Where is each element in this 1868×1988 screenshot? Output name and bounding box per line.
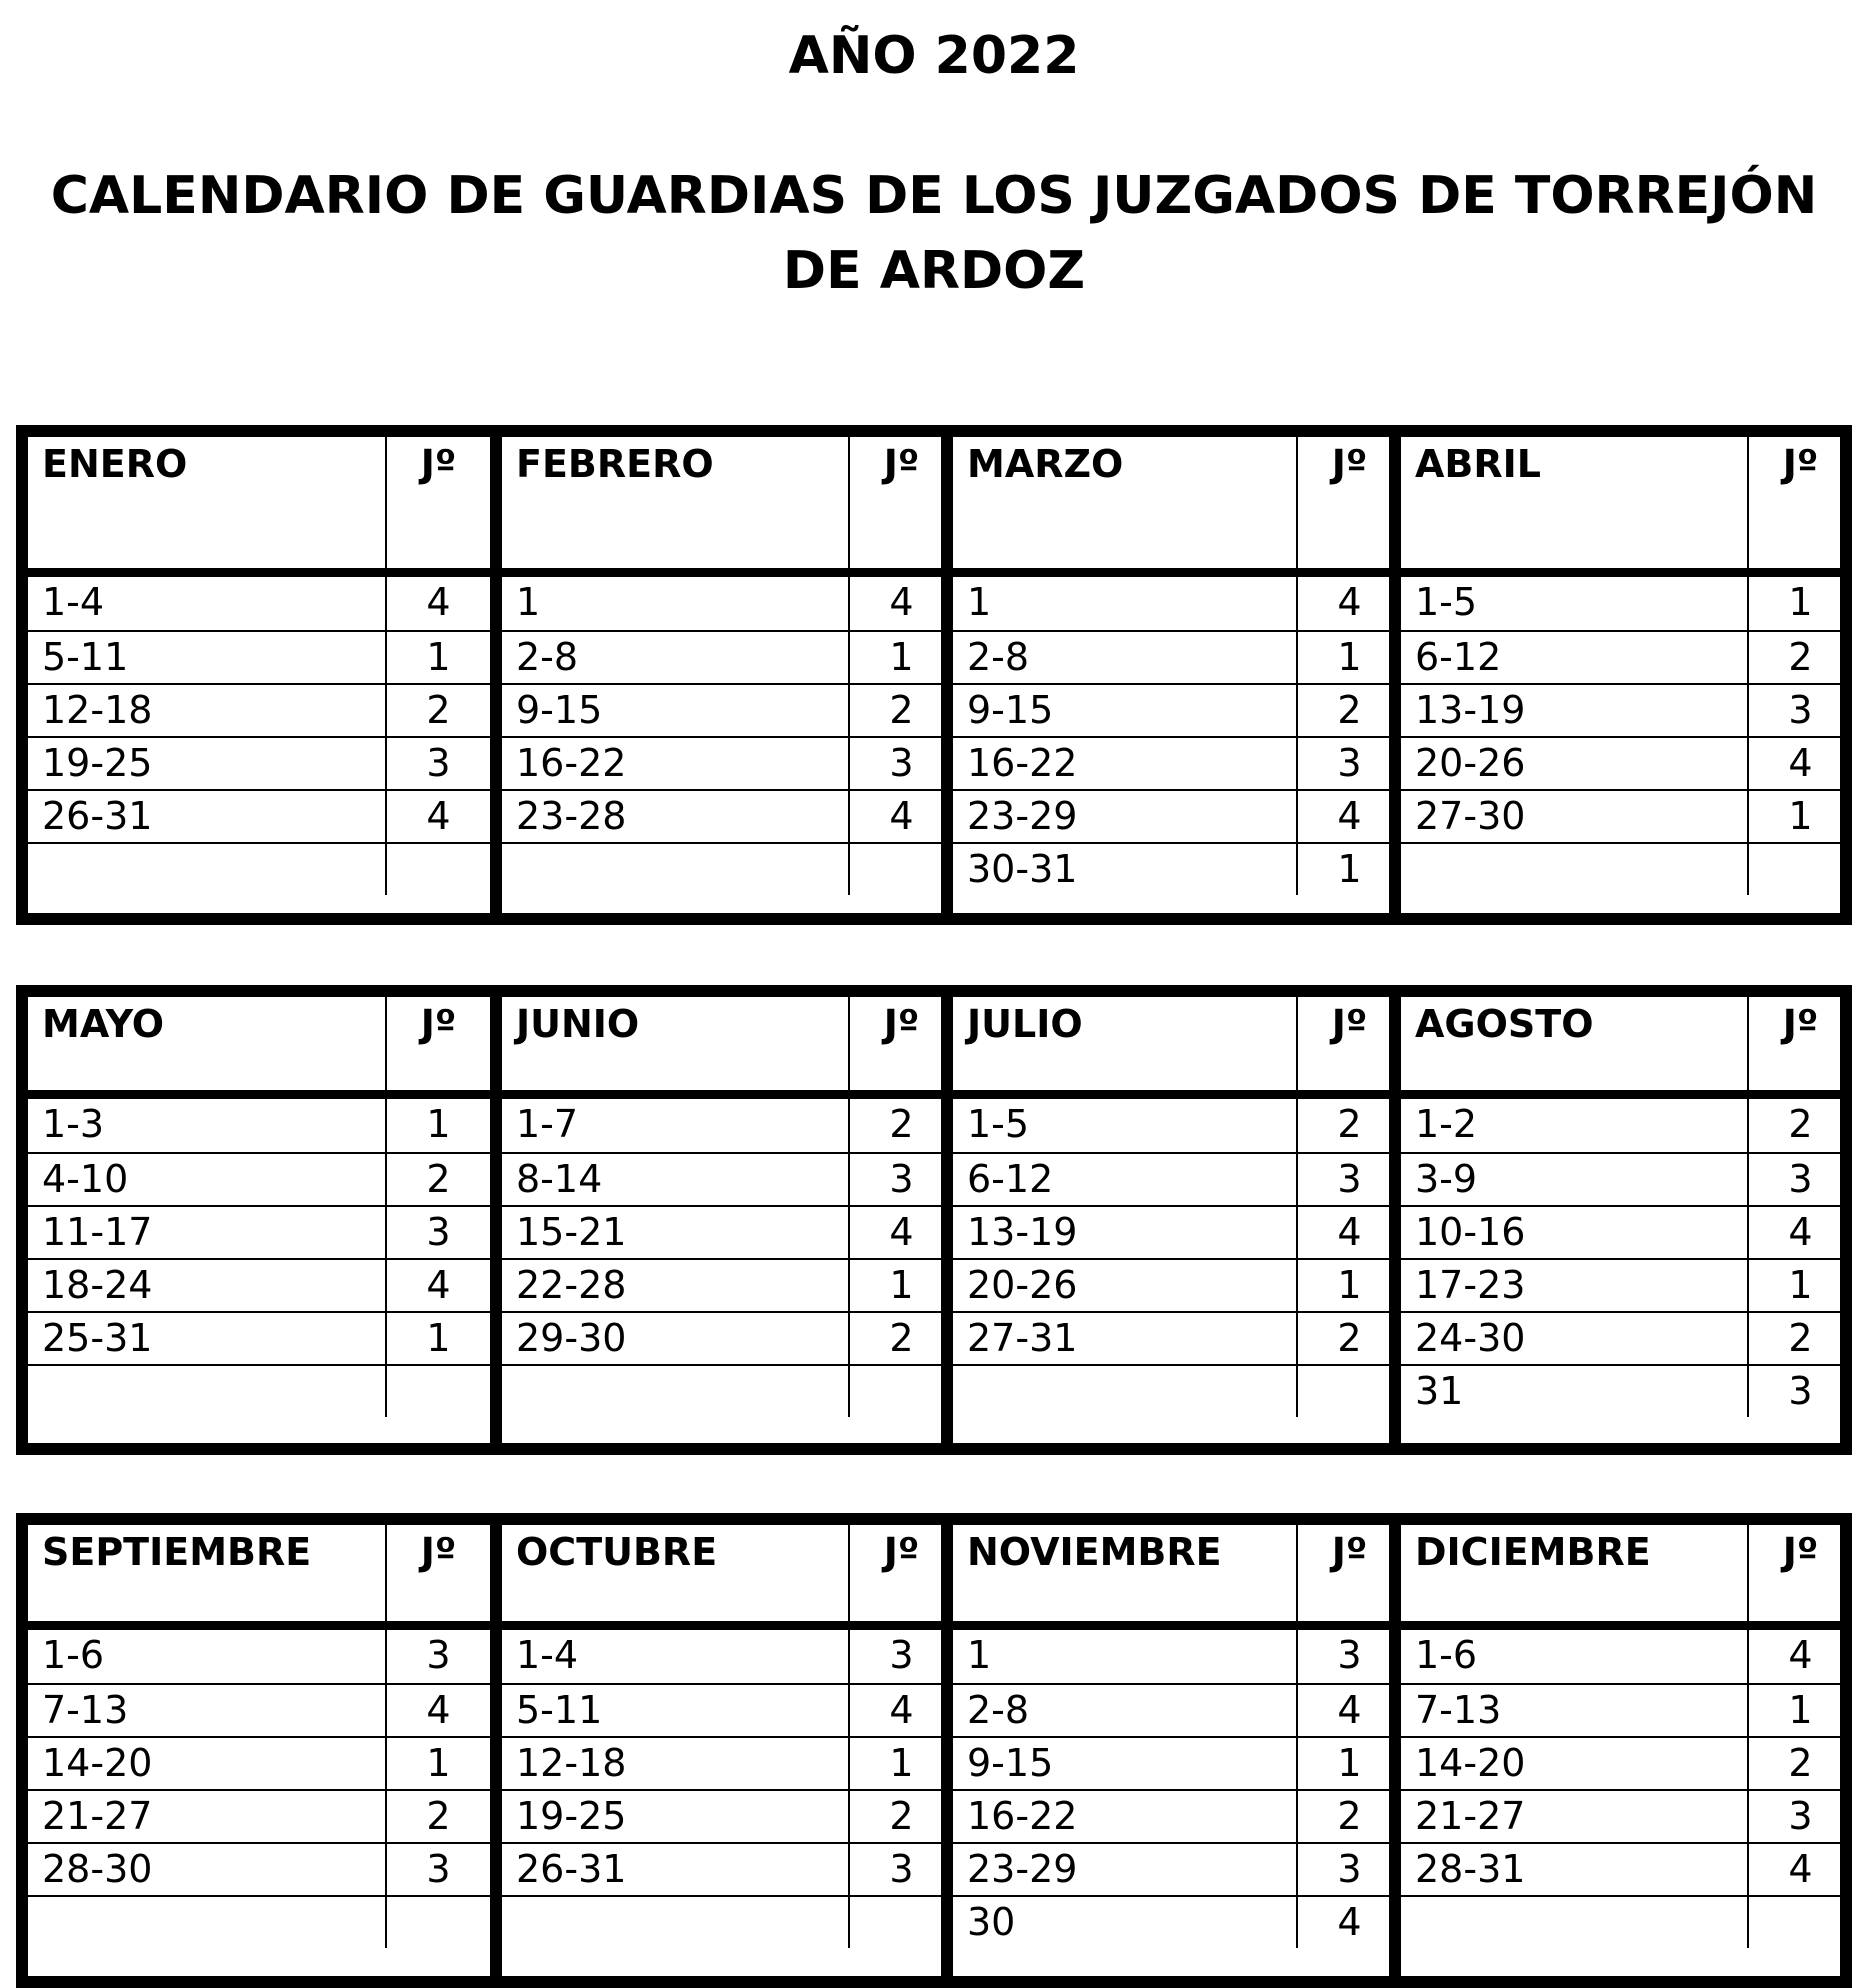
court-number: 1 — [1296, 1260, 1401, 1311]
date-range: 19-25 — [516, 1794, 627, 1838]
court-column-header: Jº — [1296, 1525, 1401, 1621]
table-row — [502, 842, 953, 895]
month-octubre — [490, 1525, 953, 1976]
table-row — [28, 1258, 490, 1311]
month-header — [953, 437, 1401, 577]
date-range: 2-8 — [967, 1688, 1030, 1732]
table-row — [28, 1152, 490, 1205]
month-header — [28, 997, 490, 1099]
table-row — [28, 683, 490, 736]
court-number: 2 — [1747, 632, 1852, 683]
table-row — [1401, 1258, 1852, 1311]
month-header — [28, 1525, 490, 1630]
court-number: 1 — [848, 1260, 953, 1311]
month-name: MAYO — [42, 1002, 165, 1046]
date-range: 23-29 — [967, 1847, 1078, 1891]
court-number: 4 — [1296, 1897, 1401, 1948]
table-row — [953, 683, 1401, 736]
table-row — [28, 1895, 490, 1948]
date-range: 10-16 — [1415, 1210, 1526, 1254]
court-number: 4 — [1296, 791, 1401, 842]
court-number: 3 — [1296, 1844, 1401, 1895]
table-row — [1401, 1683, 1852, 1736]
date-range: 25-31 — [42, 1316, 153, 1360]
court-number: 1 — [1747, 1685, 1852, 1736]
court-number: 3 — [385, 738, 490, 789]
table-row — [1401, 1099, 1852, 1152]
court-number: 3 — [1747, 1366, 1852, 1417]
table-row — [1401, 736, 1852, 789]
date-range: 1-5 — [967, 1102, 1030, 1146]
date-range: 1-4 — [42, 580, 105, 624]
table-row — [502, 1205, 953, 1258]
date-range: 1-6 — [42, 1633, 105, 1677]
table-row — [502, 736, 953, 789]
court-number: 2 — [385, 685, 490, 736]
date-range: 7-13 — [1415, 1688, 1502, 1732]
table-row — [502, 1311, 953, 1364]
date-range: 1 — [967, 580, 992, 624]
month-header — [953, 997, 1401, 1099]
table-row — [1401, 1205, 1852, 1258]
date-range: 9-15 — [516, 688, 603, 732]
table-row — [953, 577, 1401, 630]
court-number — [385, 1366, 490, 1417]
month-name: OCTUBRE — [516, 1530, 718, 1574]
date-range: 1-6 — [1415, 1633, 1478, 1677]
table-row — [1401, 789, 1852, 842]
date-range: 11-17 — [42, 1210, 153, 1254]
date-range: 2-8 — [967, 635, 1030, 679]
table-row — [1401, 1842, 1852, 1895]
table-row — [1401, 683, 1852, 736]
table-row — [28, 736, 490, 789]
table-row — [502, 1364, 953, 1417]
court-column-header: Jº — [1296, 437, 1401, 568]
court-number — [848, 1897, 953, 1948]
month-header — [502, 1525, 953, 1630]
court-number: 4 — [848, 1207, 953, 1258]
date-range: 26-31 — [42, 794, 153, 838]
court-number: 1 — [1296, 632, 1401, 683]
table-row — [1401, 577, 1852, 630]
court-column-header: Jº — [385, 1525, 490, 1621]
court-number: 3 — [848, 1630, 953, 1683]
court-number: 2 — [1747, 1738, 1852, 1789]
table-row — [502, 577, 953, 630]
table-row — [28, 1789, 490, 1842]
court-number: 2 — [1296, 685, 1401, 736]
date-range: 30-31 — [967, 847, 1078, 891]
table-row — [953, 1736, 1401, 1789]
date-range: 24-30 — [1415, 1316, 1526, 1360]
table-row — [502, 1258, 953, 1311]
court-number — [1296, 1366, 1401, 1417]
court-number: 2 — [1296, 1313, 1401, 1364]
date-range: 12-18 — [42, 688, 153, 732]
table-row — [28, 630, 490, 683]
table-row — [1401, 1311, 1852, 1364]
calendar-block-q1 — [16, 425, 1852, 925]
table-row — [28, 1683, 490, 1736]
court-number: 2 — [848, 1791, 953, 1842]
calendar-block-q2 — [16, 985, 1852, 1455]
table-row — [502, 1630, 953, 1683]
date-range: 26-31 — [516, 1847, 627, 1891]
date-range: 13-19 — [1415, 688, 1526, 732]
date-range: 31 — [1415, 1369, 1464, 1413]
date-range: 21-27 — [42, 1794, 153, 1838]
court-number: 4 — [1296, 1685, 1401, 1736]
date-range: 2-8 — [516, 635, 579, 679]
month-julio — [941, 997, 1401, 1443]
court-number: 1 — [848, 1738, 953, 1789]
date-range: 16-22 — [516, 741, 627, 785]
date-range: 23-29 — [967, 794, 1078, 838]
court-number: 2 — [1747, 1313, 1852, 1364]
table-row — [1401, 1364, 1852, 1417]
court-number: 4 — [1296, 1207, 1401, 1258]
month-marzo — [941, 437, 1401, 913]
court-number — [385, 1897, 490, 1948]
court-number: 4 — [1296, 577, 1401, 630]
document-title-line-1: CALENDARIO DE GUARDIAS DE LOS JUZGADOS DE TORREJÓN — [50, 166, 1818, 226]
table-row — [953, 1364, 1401, 1417]
month-name: SEPTIEMBRE — [42, 1530, 312, 1574]
date-range: 14-20 — [1415, 1741, 1526, 1785]
table-row — [953, 789, 1401, 842]
table-row — [953, 1152, 1401, 1205]
date-range: 1-7 — [516, 1102, 579, 1146]
table-row — [953, 1842, 1401, 1895]
table-row — [28, 789, 490, 842]
court-column-header: Jº — [848, 997, 953, 1090]
table-row — [1401, 842, 1852, 895]
date-range: 5-11 — [42, 635, 129, 679]
month-name: MARZO — [967, 442, 1124, 486]
calendar-block-q3 — [16, 1513, 1852, 1988]
date-range: 9-15 — [967, 688, 1054, 732]
table-row — [953, 1789, 1401, 1842]
date-range: 1-4 — [516, 1633, 579, 1677]
table-row — [28, 842, 490, 895]
date-range: 17-23 — [1415, 1263, 1526, 1307]
court-number: 3 — [385, 1207, 490, 1258]
date-range: 16-22 — [967, 741, 1078, 785]
court-number: 1 — [385, 1313, 490, 1364]
court-number: 4 — [385, 791, 490, 842]
court-number — [848, 844, 953, 895]
table-row — [502, 1789, 953, 1842]
table-row — [953, 1258, 1401, 1311]
table-row — [502, 1842, 953, 1895]
court-number: 4 — [1747, 1207, 1852, 1258]
document-title-line-2: DE ARDOZ — [782, 241, 1086, 301]
date-range: 22-28 — [516, 1263, 627, 1307]
date-range: 1-5 — [1415, 580, 1478, 624]
court-number: 1 — [385, 632, 490, 683]
month-header — [1401, 997, 1852, 1099]
month-name: ABRIL — [1415, 442, 1541, 486]
court-column-header: Jº — [848, 1525, 953, 1621]
month-name: JULIO — [967, 1002, 1083, 1046]
court-number: 4 — [848, 1685, 953, 1736]
court-number: 3 — [1747, 685, 1852, 736]
table-row — [1401, 1895, 1852, 1948]
table-row — [953, 1311, 1401, 1364]
court-number: 4 — [1747, 1630, 1852, 1683]
court-number: 3 — [1296, 738, 1401, 789]
date-range: 15-21 — [516, 1210, 627, 1254]
court-number: 3 — [1747, 1154, 1852, 1205]
table-row — [28, 1099, 490, 1152]
date-range: 21-27 — [1415, 1794, 1526, 1838]
month-agosto — [1389, 997, 1852, 1443]
court-number: 1 — [1747, 577, 1852, 630]
date-range: 19-25 — [42, 741, 153, 785]
court-number — [385, 844, 490, 895]
month-name: JUNIO — [516, 1002, 640, 1046]
court-number: 1 — [848, 632, 953, 683]
date-range: 30 — [967, 1900, 1016, 1944]
court-number: 4 — [385, 1260, 490, 1311]
date-range: 27-31 — [967, 1316, 1078, 1360]
month-junio — [490, 997, 953, 1443]
table-row — [28, 1842, 490, 1895]
court-column-header: Jº — [385, 437, 490, 568]
court-number: 1 — [385, 1738, 490, 1789]
court-number: 2 — [1296, 1791, 1401, 1842]
month-noviembre — [941, 1525, 1401, 1976]
date-range: 27-30 — [1415, 794, 1526, 838]
table-row — [953, 1205, 1401, 1258]
court-number: 4 — [385, 577, 490, 630]
table-row — [28, 577, 490, 630]
court-column-header: Jº — [1747, 1525, 1852, 1621]
court-number: 1 — [1747, 1260, 1852, 1311]
table-row — [502, 683, 953, 736]
court-number: 2 — [385, 1791, 490, 1842]
court-number: 3 — [1296, 1154, 1401, 1205]
court-number: 1 — [1747, 791, 1852, 842]
table-row — [1401, 1152, 1852, 1205]
table-row — [953, 1630, 1401, 1683]
month-name: DICIEMBRE — [1415, 1530, 1651, 1574]
court-number: 4 — [848, 577, 953, 630]
date-range: 28-31 — [1415, 1847, 1526, 1891]
month-septiembre — [28, 1525, 490, 1976]
date-range: 18-24 — [42, 1263, 153, 1307]
month-name: FEBRERO — [516, 442, 714, 486]
month-enero — [28, 437, 490, 913]
court-number — [1747, 844, 1852, 895]
month-diciembre — [1389, 1525, 1852, 1976]
table-row — [28, 1630, 490, 1683]
month-header — [502, 997, 953, 1099]
table-row — [1401, 1630, 1852, 1683]
date-range: 9-15 — [967, 1741, 1054, 1785]
table-row — [953, 1683, 1401, 1736]
court-number: 2 — [1747, 1099, 1852, 1152]
month-header — [953, 1525, 1401, 1630]
court-column-header: Jº — [1296, 997, 1401, 1090]
court-number — [1747, 1897, 1852, 1948]
date-range: 6-12 — [1415, 635, 1502, 679]
month-header — [28, 437, 490, 577]
court-number: 3 — [385, 1844, 490, 1895]
month-mayo — [28, 997, 490, 1443]
table-row — [502, 630, 953, 683]
court-column-header: Jº — [1747, 437, 1852, 568]
date-range: 7-13 — [42, 1688, 129, 1732]
court-number: 2 — [1296, 1099, 1401, 1152]
court-number: 3 — [848, 1844, 953, 1895]
table-row — [502, 789, 953, 842]
date-range: 14-20 — [42, 1741, 153, 1785]
court-number: 1 — [385, 1099, 490, 1152]
court-number: 2 — [848, 685, 953, 736]
table-row — [953, 630, 1401, 683]
date-range: 20-26 — [1415, 741, 1526, 785]
date-range: 1 — [516, 580, 541, 624]
table-row — [502, 1683, 953, 1736]
table-row — [28, 1736, 490, 1789]
court-number — [848, 1366, 953, 1417]
table-row — [1401, 630, 1852, 683]
court-column-header: Jº — [1747, 997, 1852, 1090]
date-range: 1 — [967, 1633, 992, 1677]
date-range: 20-26 — [967, 1263, 1078, 1307]
court-number: 4 — [1747, 738, 1852, 789]
table-row — [28, 1311, 490, 1364]
document-year: AÑO 2022 — [788, 26, 1080, 86]
table-row — [502, 1152, 953, 1205]
table-row — [1401, 1789, 1852, 1842]
table-row — [28, 1205, 490, 1258]
date-range: 23-28 — [516, 794, 627, 838]
date-range: 5-11 — [516, 1688, 603, 1732]
date-range: 6-12 — [967, 1157, 1054, 1201]
date-range: 12-18 — [516, 1741, 627, 1785]
table-row — [953, 736, 1401, 789]
table-row — [1401, 1736, 1852, 1789]
table-row — [953, 1895, 1401, 1948]
date-range: 8-14 — [516, 1157, 603, 1201]
court-number: 3 — [385, 1630, 490, 1683]
court-number: 4 — [385, 1685, 490, 1736]
month-abril — [1389, 437, 1852, 913]
table-row — [502, 1736, 953, 1789]
month-name: AGOSTO — [1415, 1002, 1594, 1046]
court-number: 4 — [1747, 1844, 1852, 1895]
date-range: 29-30 — [516, 1316, 627, 1360]
month-name: ENERO — [42, 442, 188, 486]
court-column-header: Jº — [385, 997, 490, 1090]
table-row — [953, 842, 1401, 895]
court-number: 3 — [1296, 1630, 1401, 1683]
court-number: 4 — [848, 791, 953, 842]
month-name: NOVIEMBRE — [967, 1530, 1222, 1574]
court-number: 3 — [848, 1154, 953, 1205]
table-row — [953, 1099, 1401, 1152]
date-range: 1-2 — [1415, 1102, 1478, 1146]
table-row — [28, 1364, 490, 1417]
date-range: 13-19 — [967, 1210, 1078, 1254]
month-febrero — [490, 437, 953, 913]
date-range: 28-30 — [42, 1847, 153, 1891]
court-number: 1 — [1296, 1738, 1401, 1789]
date-range: 16-22 — [967, 1794, 1078, 1838]
date-range: 4-10 — [42, 1157, 129, 1201]
date-range: 1-3 — [42, 1102, 105, 1146]
court-column-header: Jº — [848, 437, 953, 568]
table-row — [502, 1099, 953, 1152]
court-number: 2 — [385, 1154, 490, 1205]
court-number: 1 — [1296, 844, 1401, 895]
court-number: 3 — [1747, 1791, 1852, 1842]
month-header — [1401, 437, 1852, 577]
table-row — [502, 1895, 953, 1948]
court-number: 2 — [848, 1099, 953, 1152]
date-range: 3-9 — [1415, 1157, 1478, 1201]
month-header — [502, 437, 953, 577]
month-header — [1401, 1525, 1852, 1630]
court-number: 2 — [848, 1313, 953, 1364]
court-number: 3 — [848, 738, 953, 789]
